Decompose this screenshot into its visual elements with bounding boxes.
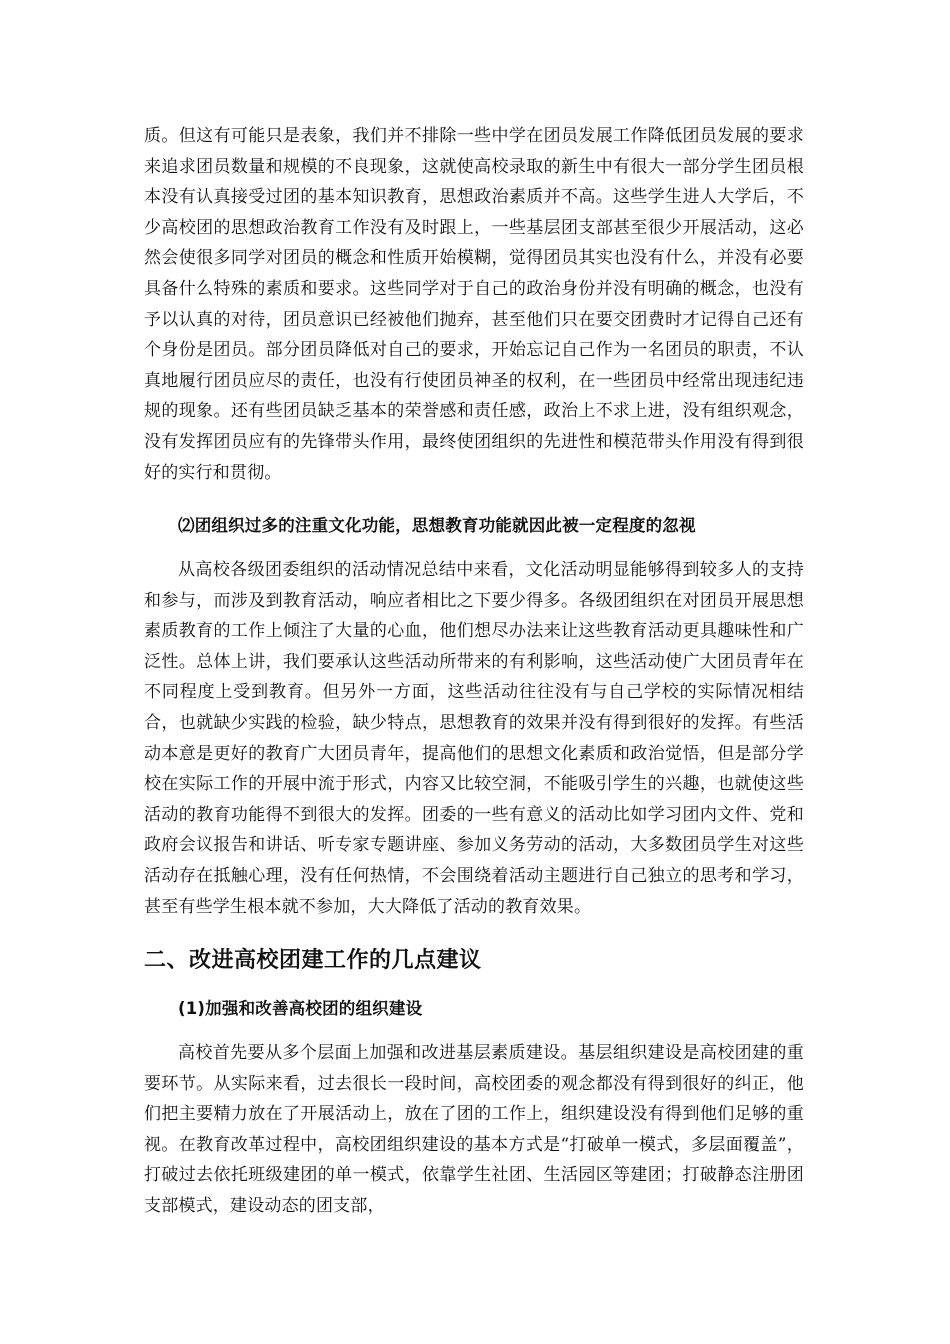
paragraph-cultural-function: 从高校各级团委组织的活动情况总结中来看，文化活动明显能够得到较多人的支持和参与，而涉及到教育活动，响应者相比之下要少得多。各级团组织在对团员开展思想素质教育的工作上倾注了大量的心血，他们想尽办法来让这些教育活动更具趣味性和广泛性。总体上讲，我们要承认这些活动所带来的有利影响，这些活动使广大团员青年在不同程度上受到教育。但另外一方面，这些活动往往没有与自己学校的实际情况相结合，也就缺少实践的检验，缺少特点，思想教育的效果并没有得到很好的发挥。有些活动本意是更好的教育广大团员青年，提高他们的思想文化素质和政治觉悟，但是部分学校在实际工作的开展中流于形式，内容又比较空洞，不能吸引学生的兴趣，也就使这些活动的教育功能得不到很大的发挥。团委的一些有意义的活动比如学习团内文件、党和政府会议报告和讲话、听专家专题讲座、参加义务劳动的活动，大多数团员学生对这些活动存在抵触心理，没有任何热情，不会围绕着活动主题进行自己独立的思考和学习，甚至有些学生根本就不参加，大大降低了活动的教育效果。 <box>144 560 804 917</box>
section-subheading-1: (1)加强和改善高校团的组织建设 <box>178 999 423 1018</box>
section-heading: 二、改进高校团建工作的几点建议 <box>144 948 482 973</box>
section-subheading-2: ⑵团组织过多的注重文化功能，思想教育功能就因此被一定程度的忽视 <box>178 516 696 535</box>
paragraph-continuation: 质。但这有可能只是表象，我们并不排除一些中学在团员发展工作降低团员发展的要求来追求团员数量和规模的不良现象，这就使高校录取的新生中有很大一部分学生团员根本没有认真接受过团的基本知识教育，思想政治素质并不高。这些学生进人大学后，不少高校团的思想政治教育工作没有及时跟上，一些基层团支部甚至很少开展活动，这必然会使很多同学对团员的概念和性质开始模糊，觉得团员其实也没有什么，并没有必要具备什么特殊的素质和要求。这些同学对于自己的政治身份并没有明确的概念，也没有予以认真的对待，团员意识已经被他们抛弃，甚至他们只在要交团费时才记得自己还有个身份是团员。部分团员降低对自己的要求，开始忘记自己作为一名团员的职责，不认真地履行团员应尽的责任，也没有行使团员神圣的权利，在一些团员中经常出现违纪违规的现象。还有些团员缺乏基本的荣誉感和责任感，政治上不求上进，没有组织观念，没有发挥团员应有的先锋带头作用，最终使团组织的先进性和模范带头作用没有得到很好的实行和贯彻。 <box>144 126 804 483</box>
paragraph-organization-building: 高校首先要从多个层面上加强和改进基层素质建设。基层组织建设是高校团建的重要环节。从实际来看，过去很长一段时间，高校团委的观念都没有得到很好的纠正，他们把主要精力放在了开展活动上，放在了团的工作上，组织建设没有得到他们足够的重视。在教育改革过程中，高校团组织建设的基本方式是“打破单一模式，多层面覆盖”，打破过去依托班级建团的单一模式，依靠学生社团、生活园区等建团；打破静态注册团支部模式，建设动态的团支部， <box>144 1043 804 1216</box>
